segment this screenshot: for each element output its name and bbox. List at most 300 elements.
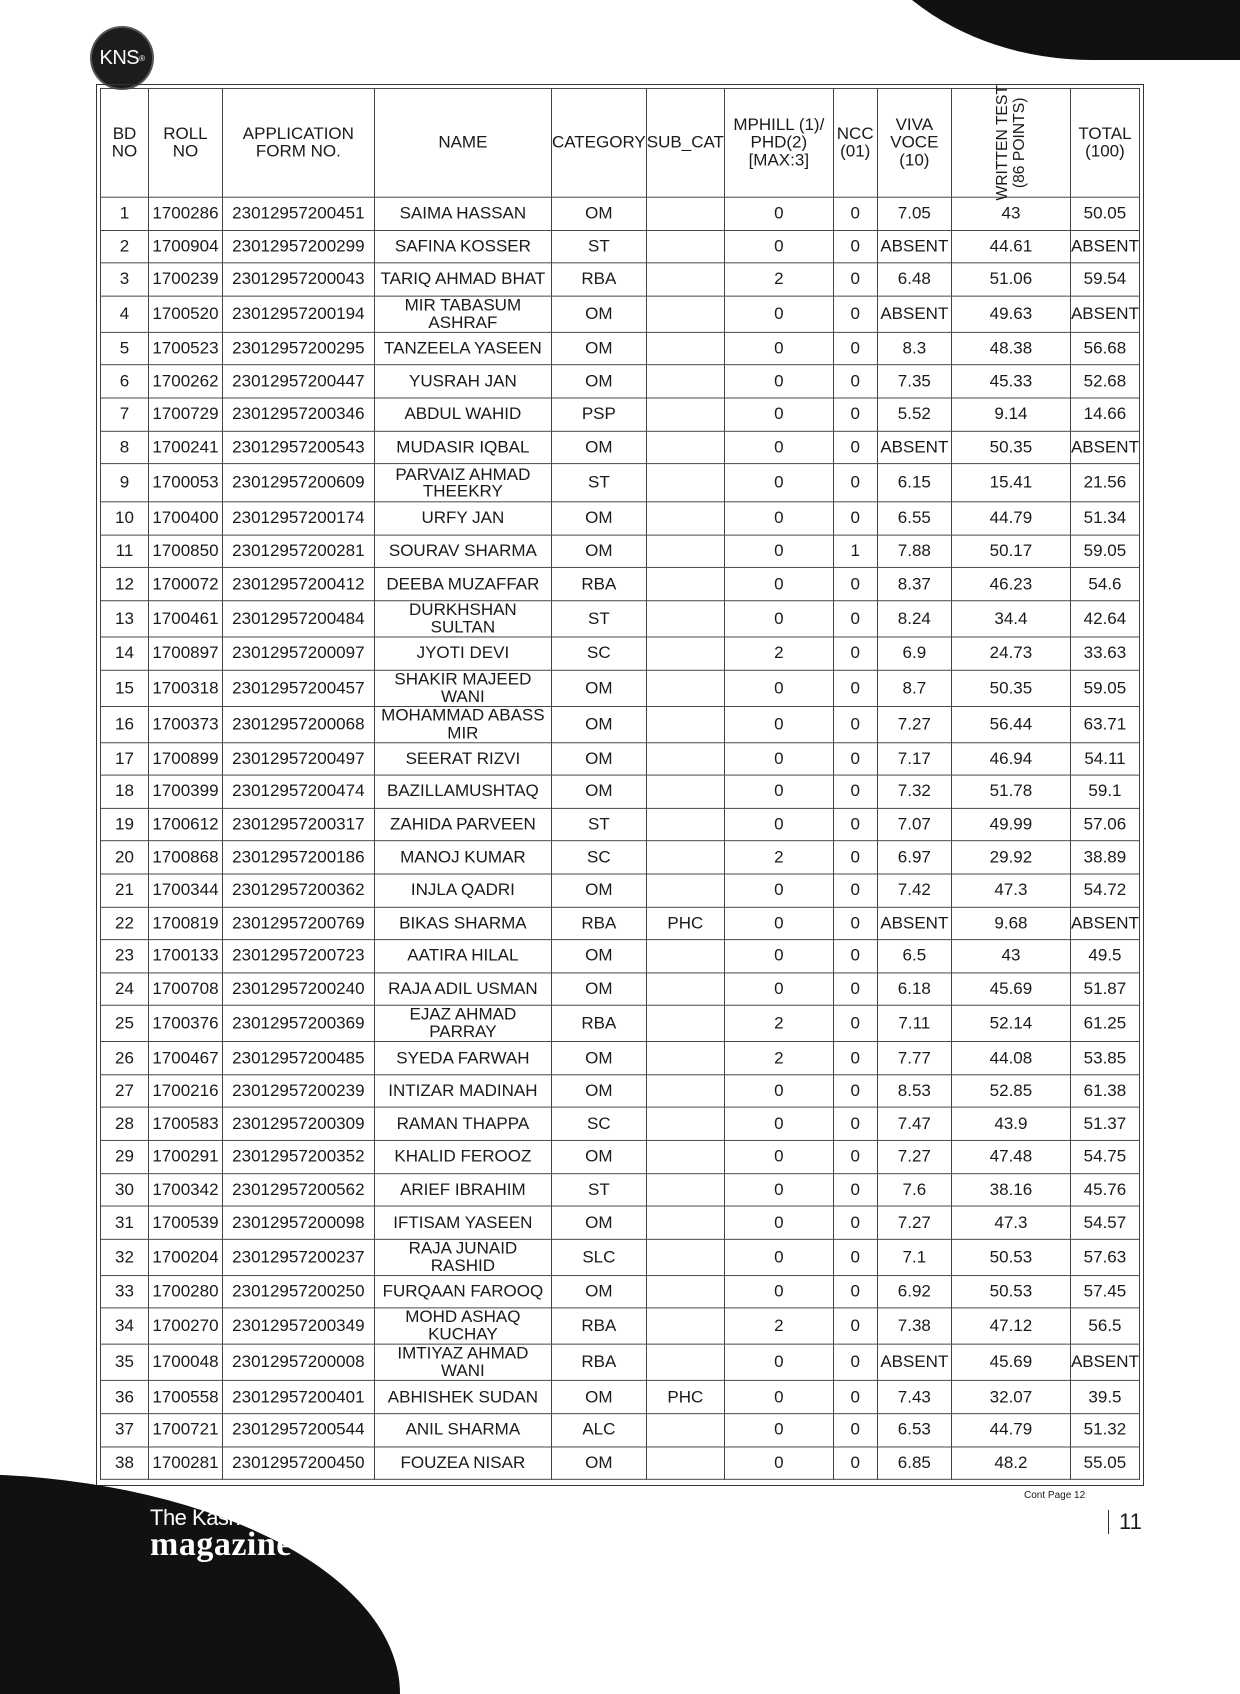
cell-total: 51.87 xyxy=(1070,973,1139,1006)
table-row xyxy=(101,296,1140,332)
cell-written-test: 49.99 xyxy=(951,808,1070,841)
header-category: CATEGORY xyxy=(551,88,646,197)
cell-application-form-no: 23012957200369 xyxy=(222,1006,374,1042)
cell-name: INJLA QADRI xyxy=(374,874,551,907)
table-row xyxy=(101,670,1140,706)
cell-viva-voce: 7.17 xyxy=(877,742,951,775)
cell-category: ST xyxy=(551,1173,646,1206)
cell-application-form-no: 23012957200068 xyxy=(222,706,374,742)
table-row xyxy=(101,1206,1140,1239)
cell-category: OM xyxy=(551,197,646,230)
cell-total: 38.89 xyxy=(1070,841,1139,874)
cell-bd-no: 24 xyxy=(101,973,149,1006)
registered-mark: ® xyxy=(139,53,145,63)
cell-bd-no: 2 xyxy=(101,230,149,263)
cell-category: PSP xyxy=(551,398,646,431)
cell-mphill-phd: 2 xyxy=(724,263,833,296)
cell-viva-voce: 7.27 xyxy=(877,706,951,742)
cell-ncc: 0 xyxy=(833,568,877,601)
cell-total: 52.68 xyxy=(1070,365,1139,398)
cell-ncc: 0 xyxy=(833,431,877,464)
cell-sub-cat xyxy=(646,332,724,365)
cell-application-form-no: 23012957200174 xyxy=(222,502,374,535)
cell-category: RBA xyxy=(551,1345,646,1381)
table-row xyxy=(101,398,1140,431)
cell-roll-no: 1700583 xyxy=(149,1108,223,1141)
table-row xyxy=(101,973,1140,1006)
cell-mphill-phd: 0 xyxy=(724,742,833,775)
cell-name: URFY JAN xyxy=(374,502,551,535)
cell-mphill-phd: 0 xyxy=(724,874,833,907)
cell-mphill-phd: 0 xyxy=(724,1275,833,1308)
cell-category: ST xyxy=(551,464,646,502)
cell-category: OM xyxy=(551,332,646,365)
cell-written-test: 43 xyxy=(951,197,1070,230)
cell-category: ST xyxy=(551,601,646,637)
cell-total: 57.63 xyxy=(1070,1239,1139,1275)
cell-total: 49.5 xyxy=(1070,940,1139,973)
cell-viva-voce: 8.37 xyxy=(877,568,951,601)
cell-ncc: 0 xyxy=(833,973,877,1006)
cell-viva-voce: 7.47 xyxy=(877,1108,951,1141)
table-row xyxy=(101,1414,1140,1447)
cell-roll-no: 1700239 xyxy=(149,263,223,296)
cell-bd-no: 1 xyxy=(101,197,149,230)
cell-sub-cat xyxy=(646,464,724,502)
cell-bd-no: 20 xyxy=(101,841,149,874)
cell-written-test: 46.23 xyxy=(951,568,1070,601)
cell-total: 54.75 xyxy=(1070,1140,1139,1173)
cell-category: OM xyxy=(551,706,646,742)
cell-ncc: 0 xyxy=(833,398,877,431)
cell-written-test: 47.3 xyxy=(951,1206,1070,1239)
cell-ncc: 0 xyxy=(833,197,877,230)
kns-logo xyxy=(92,28,152,88)
cell-name: FURQAAN FAROOQ xyxy=(374,1275,551,1308)
cell-name: BIKAS SHARMA xyxy=(374,907,551,940)
cell-mphill-phd: 0 xyxy=(724,1447,833,1480)
cell-written-test: 44.79 xyxy=(951,502,1070,535)
cell-viva-voce: 6.85 xyxy=(877,1447,951,1480)
cell-written-test: 56.44 xyxy=(951,706,1070,742)
cell-written-test: 48.2 xyxy=(951,1447,1070,1480)
table-row xyxy=(101,263,1140,296)
cell-bd-no: 29 xyxy=(101,1140,149,1173)
cell-written-test: 34.4 xyxy=(951,601,1070,637)
cell-total: 45.76 xyxy=(1070,1173,1139,1206)
cell-ncc: 0 xyxy=(833,1275,877,1308)
cell-viva-voce: 7.32 xyxy=(877,775,951,808)
cell-name: KHALID FEROOZ xyxy=(374,1140,551,1173)
cell-roll-no: 1700262 xyxy=(149,365,223,398)
table-row xyxy=(101,742,1140,775)
cell-total: 57.45 xyxy=(1070,1275,1139,1308)
header-viva-voce: VIVA VOCE (10) xyxy=(877,88,951,197)
cell-name: MOHD ASHAQ KUCHAY xyxy=(374,1308,551,1344)
table-row xyxy=(101,601,1140,637)
cell-viva-voce: ABSENT xyxy=(877,431,951,464)
cell-category: SLC xyxy=(551,1239,646,1275)
cell-ncc: 0 xyxy=(833,1206,877,1239)
cell-viva-voce: 6.18 xyxy=(877,973,951,1006)
cell-bd-no: 35 xyxy=(101,1345,149,1381)
cell-roll-no: 1700072 xyxy=(149,568,223,601)
table-row xyxy=(101,874,1140,907)
cell-category: OM xyxy=(551,1275,646,1308)
cell-ncc: 0 xyxy=(833,1173,877,1206)
cell-roll-no: 1700241 xyxy=(149,431,223,464)
cell-category: SC xyxy=(551,1108,646,1141)
table-row xyxy=(101,907,1140,940)
cell-total: 59.05 xyxy=(1070,535,1139,568)
cell-viva-voce: 5.52 xyxy=(877,398,951,431)
table-row xyxy=(101,1075,1140,1108)
cell-sub-cat: PHC xyxy=(646,907,724,940)
cell-written-test: 52.85 xyxy=(951,1075,1070,1108)
cell-bd-no: 23 xyxy=(101,940,149,973)
cell-name: MOHAMMAD ABASS MIR xyxy=(374,706,551,742)
cell-written-test: 24.73 xyxy=(951,637,1070,670)
cell-ncc: 0 xyxy=(833,1447,877,1480)
cell-bd-no: 13 xyxy=(101,601,149,637)
cell-written-test: 29.92 xyxy=(951,841,1070,874)
cell-category: RBA xyxy=(551,1308,646,1344)
cell-total: ABSENT xyxy=(1070,230,1139,263)
brand-line1: The Kashmir xyxy=(150,1505,270,1530)
cell-name: SAIMA HASSAN xyxy=(374,197,551,230)
cell-sub-cat xyxy=(646,535,724,568)
cell-sub-cat xyxy=(646,940,724,973)
cell-category: OM xyxy=(551,1075,646,1108)
cell-sub-cat xyxy=(646,502,724,535)
cell-total: 51.37 xyxy=(1070,1108,1139,1141)
cell-roll-no: 1700520 xyxy=(149,296,223,332)
cell-written-test: 44.08 xyxy=(951,1042,1070,1075)
cell-mphill-phd: 0 xyxy=(724,775,833,808)
cell-ncc: 0 xyxy=(833,332,877,365)
cell-viva-voce: 6.53 xyxy=(877,1414,951,1447)
cell-roll-no: 1700280 xyxy=(149,1275,223,1308)
cell-application-form-no: 23012957200474 xyxy=(222,775,374,808)
cell-name: RAJA JUNAID RASHID xyxy=(374,1239,551,1275)
cell-bd-no: 28 xyxy=(101,1108,149,1141)
cell-roll-no: 1700053 xyxy=(149,464,223,502)
cell-sub-cat xyxy=(646,263,724,296)
header-total: TOTAL (100) xyxy=(1070,88,1139,197)
header-ncc: NCC (01) xyxy=(833,88,877,197)
cell-category: OM xyxy=(551,973,646,1006)
cell-written-test: 9.14 xyxy=(951,398,1070,431)
cell-sub-cat xyxy=(646,973,724,1006)
cell-bd-no: 15 xyxy=(101,670,149,706)
cell-name: MUDASIR IQBAL xyxy=(374,431,551,464)
cell-category: OM xyxy=(551,431,646,464)
table-row xyxy=(101,637,1140,670)
cell-ncc: 0 xyxy=(833,940,877,973)
cell-name: ABDUL WAHID xyxy=(374,398,551,431)
cell-ncc: 0 xyxy=(833,263,877,296)
cell-mphill-phd: 0 xyxy=(724,1075,833,1108)
cell-viva-voce: ABSENT xyxy=(877,907,951,940)
table-row xyxy=(101,808,1140,841)
header-roll-no: ROLL NO xyxy=(149,88,223,197)
continued-page-note: Cont Page 12 xyxy=(1024,1490,1086,1501)
top-decorative-shape xyxy=(840,0,1240,60)
cell-name: IMTIYAZ AHMAD WANI xyxy=(374,1345,551,1381)
cell-total: 56.68 xyxy=(1070,332,1139,365)
cell-bd-no: 14 xyxy=(101,637,149,670)
cell-bd-no: 4 xyxy=(101,296,149,332)
cell-written-test: 32.07 xyxy=(951,1381,1070,1414)
cell-sub-cat xyxy=(646,431,724,464)
table-row xyxy=(101,1308,1140,1344)
cell-total: 61.25 xyxy=(1070,1006,1139,1042)
cell-total: 33.63 xyxy=(1070,637,1139,670)
cell-name: YUSRAH JAN xyxy=(374,365,551,398)
cell-sub-cat xyxy=(646,1414,724,1447)
cell-written-test: 52.14 xyxy=(951,1006,1070,1042)
cell-total: 39.5 xyxy=(1070,1381,1139,1414)
cell-sub-cat xyxy=(646,742,724,775)
cell-written-test: 46.94 xyxy=(951,742,1070,775)
cell-mphill-phd: 2 xyxy=(724,637,833,670)
cell-ncc: 0 xyxy=(833,775,877,808)
cell-mphill-phd: 0 xyxy=(724,1414,833,1447)
cell-bd-no: 11 xyxy=(101,535,149,568)
cell-category: RBA xyxy=(551,1006,646,1042)
table-body xyxy=(101,197,1140,1479)
cell-application-form-no: 23012957200451 xyxy=(222,197,374,230)
cell-ncc: 1 xyxy=(833,535,877,568)
cell-written-test: 50.17 xyxy=(951,535,1070,568)
cell-mphill-phd: 0 xyxy=(724,535,833,568)
cell-name: SAFINA KOSSER xyxy=(374,230,551,263)
table-row xyxy=(101,230,1140,263)
cell-total: 59.1 xyxy=(1070,775,1139,808)
cell-written-test: 43.9 xyxy=(951,1108,1070,1141)
cell-name: DEEBA MUZAFFAR xyxy=(374,568,551,601)
cell-application-form-no: 23012957200562 xyxy=(222,1173,374,1206)
cell-application-form-no: 23012957200237 xyxy=(222,1239,374,1275)
table-row xyxy=(101,1275,1140,1308)
cell-application-form-no: 23012957200412 xyxy=(222,568,374,601)
cell-application-form-no: 23012957200097 xyxy=(222,637,374,670)
cell-mphill-phd: 0 xyxy=(724,230,833,263)
cell-ncc: 0 xyxy=(833,601,877,637)
cell-ncc: 0 xyxy=(833,1345,877,1381)
cell-category: OM xyxy=(551,1206,646,1239)
cell-written-test: 50.35 xyxy=(951,670,1070,706)
cell-roll-no: 1700708 xyxy=(149,973,223,1006)
written-line1: WRITTEN TEST xyxy=(993,85,1011,201)
cell-ncc: 0 xyxy=(833,1006,877,1042)
header-name: NAME xyxy=(374,88,551,197)
cell-written-test: 50.35 xyxy=(951,431,1070,464)
cell-ncc: 0 xyxy=(833,1414,877,1447)
cell-application-form-no: 23012957200043 xyxy=(222,263,374,296)
cell-bd-no: 38 xyxy=(101,1447,149,1480)
cell-total: 50.05 xyxy=(1070,197,1139,230)
cell-bd-no: 33 xyxy=(101,1275,149,1308)
table-row xyxy=(101,365,1140,398)
cell-category: OM xyxy=(551,1042,646,1075)
cell-category: SC xyxy=(551,841,646,874)
cell-sub-cat xyxy=(646,601,724,637)
cell-application-form-no: 23012957200609 xyxy=(222,464,374,502)
cell-application-form-no: 23012957200349 xyxy=(222,1308,374,1344)
brand-line2: magazine xyxy=(150,1526,292,1563)
cell-written-test: 50.53 xyxy=(951,1239,1070,1275)
cell-roll-no: 1700523 xyxy=(149,332,223,365)
cell-roll-no: 1700819 xyxy=(149,907,223,940)
cell-sub-cat xyxy=(646,1173,724,1206)
cell-roll-no: 1700904 xyxy=(149,230,223,263)
cell-sub-cat xyxy=(646,1206,724,1239)
cell-category: OM xyxy=(551,502,646,535)
cell-name: MIR TABASUM ASHRAF xyxy=(374,296,551,332)
cell-ncc: 0 xyxy=(833,808,877,841)
cell-total: 57.06 xyxy=(1070,808,1139,841)
cell-viva-voce: 8.24 xyxy=(877,601,951,637)
cell-mphill-phd: 0 xyxy=(724,365,833,398)
cell-written-test: 44.79 xyxy=(951,1414,1070,1447)
cell-bd-no: 10 xyxy=(101,502,149,535)
cell-total: 53.85 xyxy=(1070,1042,1139,1075)
cell-category: OM xyxy=(551,874,646,907)
cell-bd-no: 34 xyxy=(101,1308,149,1344)
cell-name: FOUZEA NISAR xyxy=(374,1447,551,1480)
cell-application-form-no: 23012957200309 xyxy=(222,1108,374,1141)
cell-application-form-no: 23012957200098 xyxy=(222,1206,374,1239)
cell-sub-cat xyxy=(646,637,724,670)
cell-name: INTIZAR MADINAH xyxy=(374,1075,551,1108)
cell-mphill-phd: 0 xyxy=(724,568,833,601)
cell-roll-no: 1700850 xyxy=(149,535,223,568)
cell-bd-no: 18 xyxy=(101,775,149,808)
cell-mphill-phd: 0 xyxy=(724,398,833,431)
cell-viva-voce: 6.48 xyxy=(877,263,951,296)
cell-total: ABSENT xyxy=(1070,1345,1139,1381)
cell-application-form-no: 23012957200497 xyxy=(222,742,374,775)
cell-viva-voce: 7.07 xyxy=(877,808,951,841)
table-row xyxy=(101,431,1140,464)
cell-mphill-phd: 0 xyxy=(724,1239,833,1275)
cell-roll-no: 1700400 xyxy=(149,502,223,535)
cell-viva-voce: 7.6 xyxy=(877,1173,951,1206)
cell-roll-no: 1700133 xyxy=(149,940,223,973)
cell-name: SHAKIR MAJEED WANI xyxy=(374,670,551,706)
cell-ncc: 0 xyxy=(833,365,877,398)
cell-mphill-phd: 0 xyxy=(724,1108,833,1141)
cell-total: 51.32 xyxy=(1070,1414,1139,1447)
cell-viva-voce: 7.88 xyxy=(877,535,951,568)
header-mphill-phd: MPHILL (1)/ PHD(2) [MAX:3] xyxy=(724,88,833,197)
cell-ncc: 0 xyxy=(833,1381,877,1414)
header-sub-cat: SUB_CAT xyxy=(646,88,724,197)
cell-viva-voce: 6.97 xyxy=(877,841,951,874)
cell-written-test: 9.68 xyxy=(951,907,1070,940)
cell-sub-cat xyxy=(646,1006,724,1042)
cell-viva-voce: 7.1 xyxy=(877,1239,951,1275)
cell-roll-no: 1700373 xyxy=(149,706,223,742)
cell-written-test: 51.78 xyxy=(951,775,1070,808)
cell-total: 59.54 xyxy=(1070,263,1139,296)
cell-roll-no: 1700612 xyxy=(149,808,223,841)
table-row xyxy=(101,1140,1140,1173)
cell-roll-no: 1700286 xyxy=(149,197,223,230)
table-row xyxy=(101,197,1140,230)
cell-category: OM xyxy=(551,940,646,973)
cell-total: 42.64 xyxy=(1070,601,1139,637)
cell-bd-no: 22 xyxy=(101,907,149,940)
kns-logo-text: KNS xyxy=(99,46,140,69)
cell-sub-cat xyxy=(646,1140,724,1173)
cell-name: SEERAT RIZVI xyxy=(374,742,551,775)
cell-application-form-no: 23012957200295 xyxy=(222,332,374,365)
cell-sub-cat xyxy=(646,1308,724,1344)
cell-mphill-phd: 0 xyxy=(724,973,833,1006)
cell-written-test: 50.53 xyxy=(951,1275,1070,1308)
cell-bd-no: 25 xyxy=(101,1006,149,1042)
cell-category: OM xyxy=(551,365,646,398)
cell-name: DURKHSHAN SULTAN xyxy=(374,601,551,637)
cell-ncc: 0 xyxy=(833,1239,877,1275)
cell-roll-no: 1700461 xyxy=(149,601,223,637)
cell-viva-voce: 7.05 xyxy=(877,197,951,230)
cell-bd-no: 36 xyxy=(101,1381,149,1414)
cell-category: OM xyxy=(551,775,646,808)
cell-category: OM xyxy=(551,1140,646,1173)
cell-viva-voce: 6.9 xyxy=(877,637,951,670)
cell-viva-voce: 7.35 xyxy=(877,365,951,398)
cell-bd-no: 21 xyxy=(101,874,149,907)
cell-category: RBA xyxy=(551,907,646,940)
cell-roll-no: 1700048 xyxy=(149,1345,223,1381)
cell-total: ABSENT xyxy=(1070,907,1139,940)
cell-bd-no: 12 xyxy=(101,568,149,601)
cell-application-form-no: 23012957200362 xyxy=(222,874,374,907)
cell-bd-no: 31 xyxy=(101,1206,149,1239)
cell-mphill-phd: 2 xyxy=(724,1042,833,1075)
cell-roll-no: 1700204 xyxy=(149,1239,223,1275)
table-row xyxy=(101,841,1140,874)
table-row xyxy=(101,568,1140,601)
cell-total: 54.57 xyxy=(1070,1206,1139,1239)
results-table xyxy=(100,85,1140,1480)
cell-mphill-phd: 0 xyxy=(724,907,833,940)
cell-application-form-no: 23012957200186 xyxy=(222,841,374,874)
cell-written-test: 47.48 xyxy=(951,1140,1070,1173)
cell-ncc: 0 xyxy=(833,874,877,907)
cell-application-form-no: 23012957200239 xyxy=(222,1075,374,1108)
table-row xyxy=(101,502,1140,535)
table-row xyxy=(101,1345,1140,1381)
cell-mphill-phd: 0 xyxy=(724,502,833,535)
cell-bd-no: 26 xyxy=(101,1042,149,1075)
table-row xyxy=(101,1108,1140,1141)
cell-roll-no: 1700897 xyxy=(149,637,223,670)
cell-roll-no: 1700342 xyxy=(149,1173,223,1206)
cell-sub-cat xyxy=(646,365,724,398)
cell-category: SC xyxy=(551,637,646,670)
cell-written-test: 38.16 xyxy=(951,1173,1070,1206)
cell-application-form-no: 23012957200769 xyxy=(222,907,374,940)
cell-name: SOURAV SHARMA xyxy=(374,535,551,568)
cell-category: ALC xyxy=(551,1414,646,1447)
cell-ncc: 0 xyxy=(833,1042,877,1075)
cell-viva-voce: ABSENT xyxy=(877,296,951,332)
cell-bd-no: 32 xyxy=(101,1239,149,1275)
